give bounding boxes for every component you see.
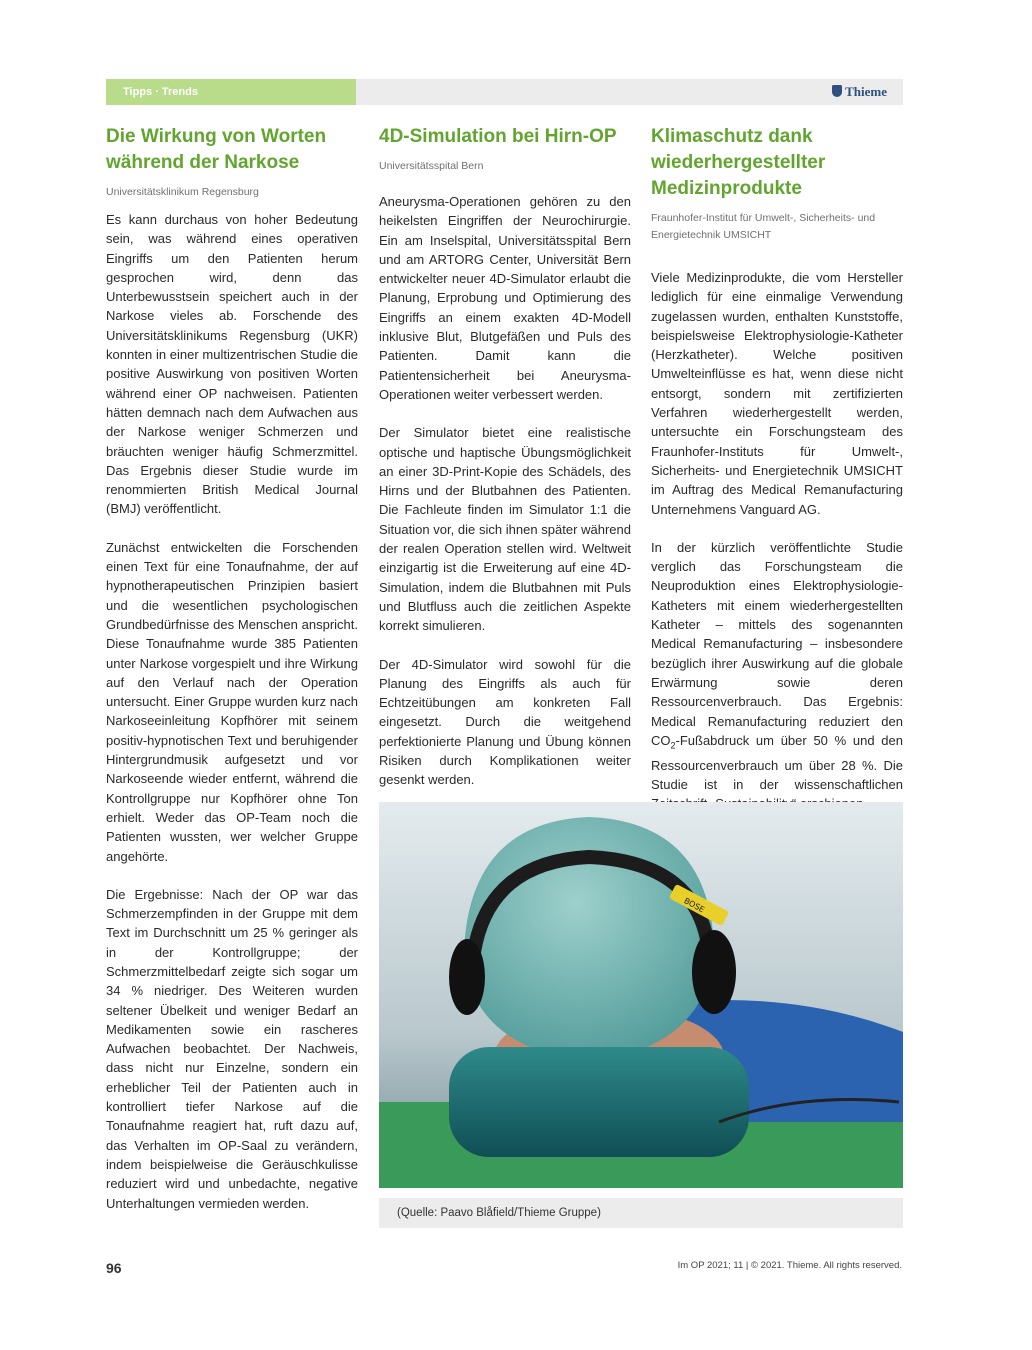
photo-patient-headphones <box>379 802 903 1188</box>
article-body <box>379 192 631 790</box>
footer-citation: Im OP 2021; 11 | © 2021. Thieme. All rights reserved. <box>677 1260 902 1271</box>
page-number: 96 <box>106 1260 122 1276</box>
paragraph: Zunächst entwickelten die Forschenden einen Text für eine Tonaufnahme, der auf hypnotherapeutischen Prinzipien basiert und die wesentlichen psychologischen Grundbedürfnisse des Menschen anspricht. Diese Tonaufnahme wurde 385 Patienten unter Narkose vorgespielt und ihre Wirkung auf den Verlauf nach der Operation untersucht. Einer Gruppe wurden kurz nach Narkoseeinleitung Kopfhörer mit seinem positiv-hypnotischen Text und beruhigender Hintergrundmusik aufgesetzt und vor Narkoseende wieder entfernt, während die Kontrollgruppe nur Kopfhörer ohne Ton erhielt. Weder das OP-Team noch die Patienten wussten, wer welcher Gruppe angehörte. <box>106 539 358 864</box>
article-body <box>651 268 903 814</box>
paragraph: Der Simulator bietet eine realistische optische und haptische Übungsmöglichkeit an einer 3D-Print-Kopie des Schädels, des Hirns und der Blutbahnen des Patienten. Die Fachleute finden im Simulator 1:1 die Situation vor, die sich ihnen später während der realen Operation stellen wird. Weltweit einzigartig ist die Erweiterung auf eine 4D-Simulation, indem die Blutbahnen mit Puls und Blutfluss auch die zeitlichen Aspekte korrekt simulieren. <box>379 425 631 634</box>
section-label: Tipps · Trends <box>106 79 356 105</box>
article-klimaschutz <box>651 124 903 833</box>
paragraph: Aneurysma-Operationen gehören zu den heikelsten Eingriffen der Neurochirurgie. Ein am Inselspital, Universitätsspital Bern und am ARTORG Center, Universität Bern entwickelter neuer 4D-Simulator erlaubt die Planung, Erprobung und Optimierung des Eingriffs an einem exakten 4D-Modell inklusive Blut, Blutgefäßen und Puls des Patienten. Damit kann die Patientensicherheit bei Aneurysma-Operationen weiter verbessert werden. <box>379 194 631 402</box>
paragraph: Viele Medizinprodukte, die vom Hersteller lediglich für eine einmalige Verwendung zugelassen wurden, enthalten Kunststoffe, beispielsweise Elektrophysiologie-Katheter (Herzkatheter). Welche positiven Umwelteinflüsse es hat, wenn diese nicht entsorgt, sondern mit zertifizierten Verfahren wiederhergestellt werden, untersuchte ein Forschungsteam des Fraunhofer-Instituts für Umwelt-, Sicherheits- und Energietechnik UMSICHT im Auftrag des Medical Remanufacturing Unternehmens Vanguard AG. <box>651 270 903 517</box>
thieme-logo <box>832 79 887 105</box>
article-affiliation: Universitätsklinikum Regensburg <box>106 186 259 198</box>
article-body <box>106 210 358 1213</box>
paragraph: Es kann durchaus von hoher Bedeutung sein, was während eines operativen Eingriffs um den Patienten herum gesprochen wird, denn das Unterbewusstsein speichert auch in der Narkose vieles ab. Forschende des Universitätsklinikums Regensburg (UKR) konnten in einer multizentrischen Studie die positive Auswirkung von positiven Worten während einer OP nachweisen. Patienten hätten demnach nach dem Aufwachen aus der Narkose weniger Schmerzen und bräuchten weniger häufig Schmerzmittel. Das Ergebnis dieser Studie wurde im renommierten British Medical Journal (BMJ) veröffentlicht. <box>106 212 358 517</box>
photo-illustration <box>379 802 903 1188</box>
headphone-label-text: BOSE <box>682 896 706 915</box>
article-title: Die Wirkung von Worten während der Narkose <box>106 126 327 173</box>
paragraph-co2 <box>651 538 903 814</box>
article-affiliation: Universitätsspital Bern <box>379 160 484 172</box>
article-affiliation: Fraunhofer-Institut für Umwelt-, Sicherheits- und Energietechnik UMSICHT <box>651 212 876 241</box>
thieme-shield-icon <box>832 85 842 97</box>
paragraph: Die Ergebnisse: Nach der OP war das Schmerzempfinden in der Gruppe mit dem Text im Durchschnitt um 25 % geringer als in der Kontrollgruppe; der Schmerzmittelbedarf zeigte sich sogar um 34 % niedriger. Des Weiteren wurden seltener Übelkeit und weniger Bedarf an Medikamenten sowie ein rascheres Aufwachen beobachtet. Der Nachweis, dass nicht nur Einzelne, sondern ein erheblicher Teil der Patienten auch in kontrolliert tiefer Narkose auf die Tonaufnahme reagiert hat, ruft dazu auf, das Verhalten im OP-Saal zu verändern, indem beispielweise die Geräuschkulisse reduziert wird und unbedachte, negative Unterhaltungen vermieden werden. <box>106 886 358 1211</box>
article-4d-simulation <box>379 124 631 809</box>
article-narkose <box>106 124 358 1232</box>
paragraph: Der 4D-Simulator wird sowohl für die Planung des Eingriffs als auch für Echtzeitübungen am konkreten Fall eingesetzt. Durch die weitgehend perfektionierte Planung und Übung können Risiken durch Komplikationen weiter gesenkt werden. <box>379 656 631 788</box>
header-bar <box>106 79 903 105</box>
article-title: Klimaschutz dank wiederhergestellter Medizinprodukte <box>651 126 826 199</box>
photo-caption: (Quelle: Paavo Blåfield/Thieme Gruppe) <box>379 1198 903 1228</box>
paragraph-part: In der kürzlich veröffentlichte Studie verglich das Forschungsteam die Neuproduktion eines Elektrophysiologie-Katheters mit einem wiederhergestellten Katheter – mittels des sogenannten Medical Remanufacturing – insbesondere bezüglich ihrer Auswirkung auf die globale Erwärmung sowie deren Ressourcenverbrauch. Das Ergebnis: Medical Remanufacturing reduziert den CO <box>651 539 903 748</box>
brand-name: Thieme <box>845 84 887 99</box>
article-title: 4D-Simulation bei Hirn-OP <box>379 126 617 147</box>
pillow <box>449 1047 749 1157</box>
right-earcup <box>692 930 736 1014</box>
left-earcup <box>449 939 485 1015</box>
subscript: 2 <box>670 740 676 751</box>
paragraph-part: -Fußabdruck um über 50 % und den Ressourcenverbrauch um über 28 %. Die Studie ist in der wissenschaftlichen <box>651 732 903 793</box>
